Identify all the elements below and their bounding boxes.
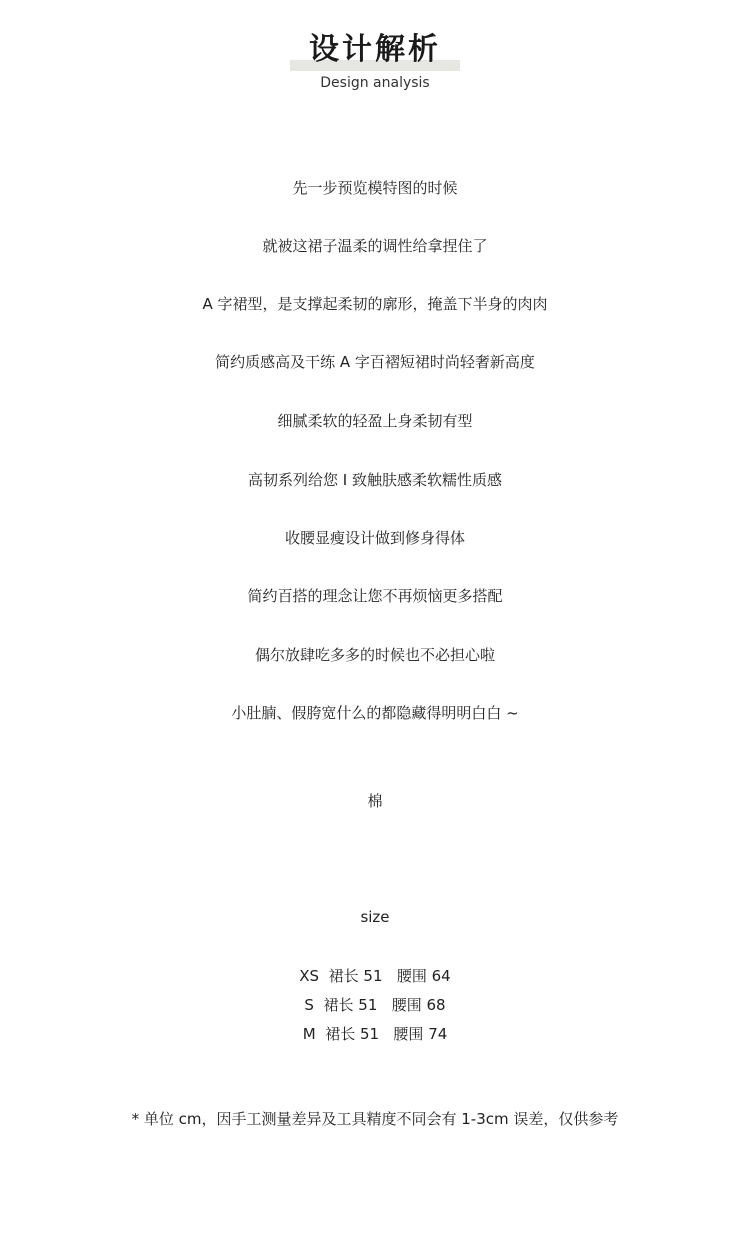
length-value: 51 (360, 1025, 380, 1043)
measurement-note: * 单位 cm，因手工测量差异及工具精度不同会有 1-3cm 误差，仅供参考 (131, 1110, 619, 1128)
description-line: 就被这裙子温柔的调性给拿捏住了 (262, 237, 488, 255)
description-line: 先一步预览模特图的时候 (292, 179, 458, 197)
section-title: 设计解析 (309, 32, 441, 67)
material-label: 棉 (367, 792, 383, 810)
length-label: 裙长 (323, 996, 354, 1014)
size-row (0, 993, 750, 1017)
section-subtitle: Design analysis (320, 75, 430, 91)
description-line: 简约百搭的理念让您不再烦恼更多搭配 (247, 587, 503, 605)
length-value: 51 (358, 996, 378, 1014)
size-code: S (304, 996, 314, 1014)
description-line: 偶尔放肆吃多多的时候也不必担心啦 (254, 646, 495, 664)
size-heading: size (360, 908, 390, 926)
size-code: XS (299, 967, 320, 985)
size-row (0, 1022, 750, 1046)
waist-value: 74 (428, 1025, 448, 1043)
length-label: 裙长 (328, 967, 359, 985)
size-row (0, 964, 750, 988)
waist-value: 68 (426, 996, 446, 1014)
description-line: 细腻柔软的轻盈上身柔韧有型 (277, 412, 473, 430)
section-header (0, 28, 750, 98)
description-line: 收腰显瘦设计做到修身得体 (284, 529, 465, 547)
description-line: 高韧系列给您 I 致触肤感柔软糯性质感 (248, 471, 502, 489)
description-line: 小肚腩、假胯宽什么的都隐藏得明明白白 ~ (231, 704, 519, 722)
length-value: 51 (363, 967, 383, 985)
description-line: 简约质感高及干练 A 字百褶短裙时尚轻奢新高度 (215, 353, 535, 371)
waist-label: 腰围 (393, 1025, 424, 1043)
waist-label: 腰围 (391, 996, 422, 1014)
description-line: A 字裙型，是支撑起柔韧的廓形，掩盖下半身的肉肉 (202, 295, 548, 313)
size-code: M (302, 1025, 316, 1043)
waist-label: 腰围 (396, 967, 427, 985)
length-label: 裙长 (325, 1025, 356, 1043)
waist-value: 64 (431, 967, 451, 985)
